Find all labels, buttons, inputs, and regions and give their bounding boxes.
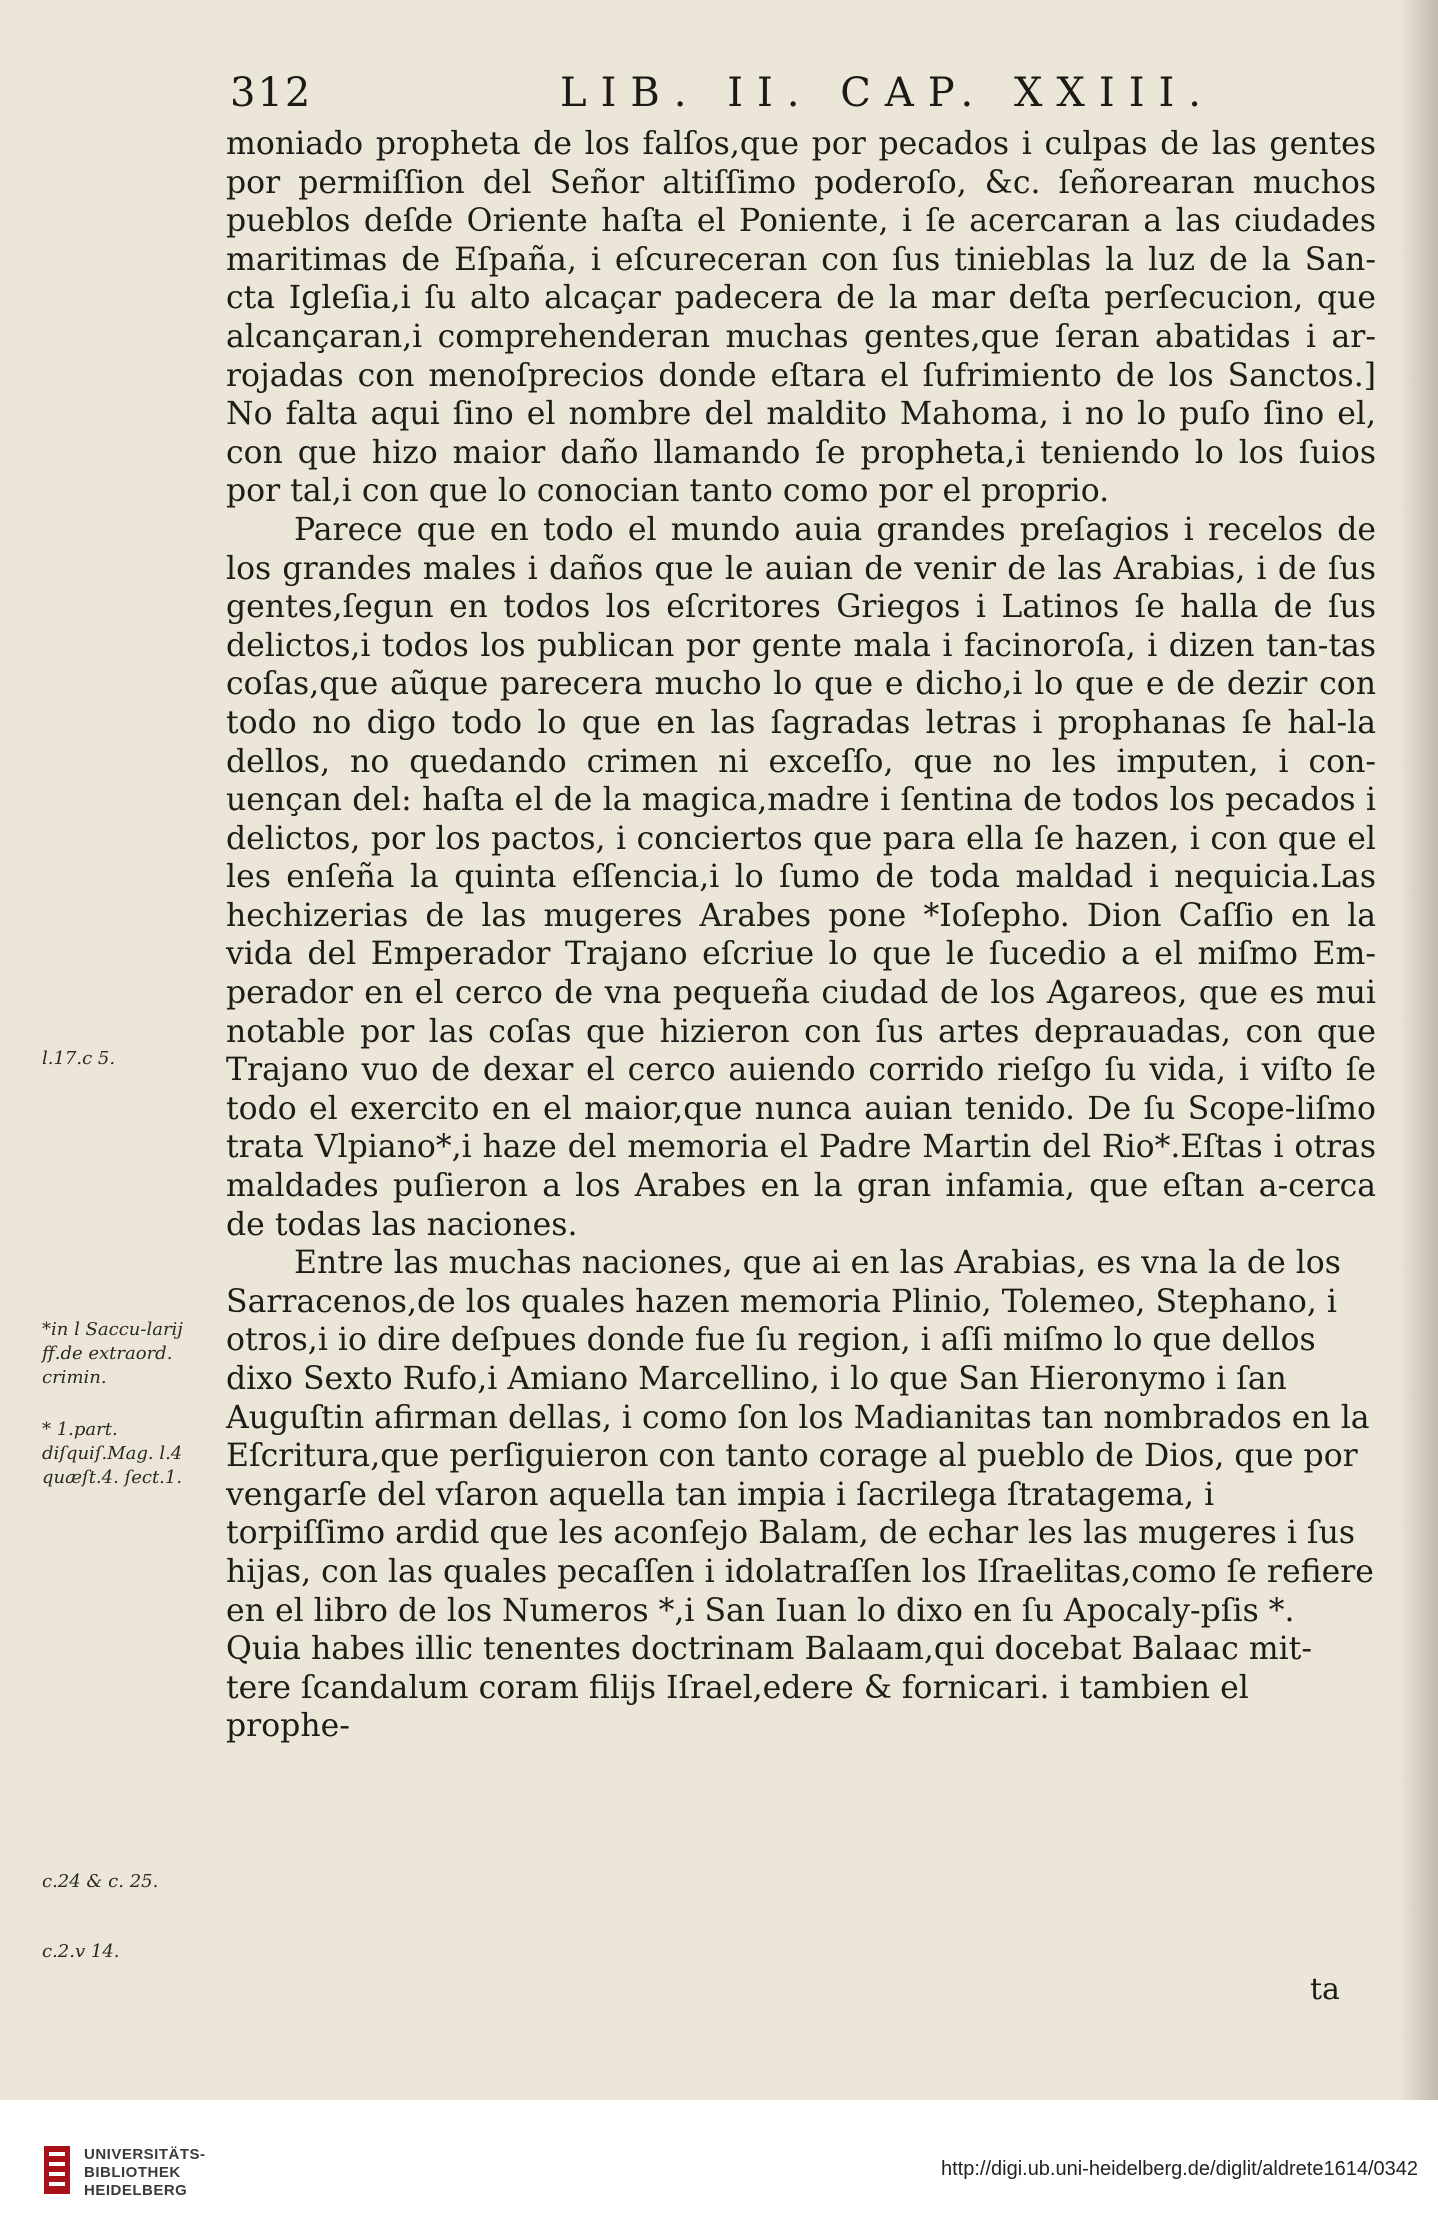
margin-note-2: *in l Saccu-larij ff.de extraord. crimin. [42, 1319, 183, 1388]
catchword: ta [1310, 1972, 1340, 2007]
library-name: UNIVERSITÄTS- BIBLIOTHEK HEIDELBERG [84, 2146, 206, 2199]
library-seal-icon [40, 2142, 74, 2198]
source-url-link[interactable]: http://digi.ub.uni-heidelberg.de/diglit/aldrete1614/0342 [940, 2158, 1418, 2180]
main-text [226, 125, 1376, 1746]
running-header [230, 70, 1378, 130]
running-title: LIB. II. CAP. XXIII. [560, 70, 1216, 116]
footer-bar [0, 2100, 1438, 2235]
page-number: 312 [230, 70, 313, 116]
paragraph-1: moniado propheta de los falſos,que por pecados i culpas de las gentes por permiſſion del Señor altiſſimo poderoſo, &c. ſeñorearan muchos pueblos deſde Oriente haſta el Poniente, i ſe acercaran a las ciudades maritimas de Eſpaña, i eſcureceran con ſus tinieblas la luz de la San-cta Igleſia,i ſu alto alcaçar padecera de la mar deſta perſecucion, que alcançaran,i comprehenderan muchas gentes,que ſeran abatidas i ar-rojadas con menoſprecios donde eſtara el ſufrimiento de los Sanctos.] No falta aqui ſino el nombre del maldito Mahoma, i no lo puſo ſino el, con que hizo maior daño llamando ſe propheta,i teniendo lo los ſuios por tal,i con que lo conocian tanto como por el proprio. [226, 126, 1376, 510]
margin-note-5: c.2.v 14. [42, 1941, 120, 1962]
margin-note-1: l.17.c 5. [42, 1048, 116, 1069]
margin-note-3: * 1.part. diſquiſ.Mag. l.4 quæſt.4. ſect.1. [42, 1419, 183, 1488]
margin-note-4: c.24 & c. 25. [42, 1871, 159, 1892]
paragraph-3: Entre las muchas naciones, que ai en las Arabias, es vna la de los Sarracenos,de los quales hazen memoria Plinio, Tolemeo, Stephano, i otros,i io dire deſpues donde fue ſu region, i aſſi miſmo lo que dellos dixo Sexto Rufo,i Amiano Marcellino, i lo que San Hieronymo i ſan Auguſtin afirman dellas, i como ſon los Madianitas tan nombrados en la Eſcritura,que perſiguieron con tanto corage al pueblo de Dios, que por vengarſe del vſaron aquella tan impia i ſacrilega ſtratagema, i torpiſſimo ardid que les aconſejo Balam, de echar les las mugeres i ſus hijas, con las quales pecaſſen i idolatraſſen los Iſraelitas,como ſe refiere en el libro de los Numeros *,i San Iuan lo dixo en ſu Apocaly-pſis *. Quia habes illic tenentes doctrinam Balaam,qui docebat Balaac mit-tere ſcandalum coram filijs Iſrael,edere & fornicari. i tambien el prophe- [226, 1245, 1374, 1745]
paragraph-2: Parece que en todo el mundo auia grandes preſagios i recelos de los grandes males i daños que le auian de venir de las Arabias, i de ſus gentes,ſegun en todos los eſcritores Griegos i Latinos ſe halla de ſus delictos,i todos los publican por gente mala i facinoroſa, i dizen tan-tas coſas,que aũque parecera mucho lo que e dicho,i lo que e de dezir con todo no digo todo lo que en las ſagradas letras i prophanas ſe hal-la dellos, no quedando crimen ni exceſſo, que no les imputen, i con-uençan del: haſta el de la magica,madre i ſentina de todos los pecados i delictos, por los pactos, i conciertos que para ella ſe hazen, i con que el les enſeña la quinta eſſencia,i lo ſumo de toda maldad i nequicia.Las hechizerias de las mugeres Arabes pone *Ioſepho. Dion Caſſio en la vida del Emperador Trajano eſcriue lo que le ſucedio a el miſmo Em-perador en el cerco de vna pequeña ciudad de los Agareos, que es mui notable por las coſas que hizieron con ſus artes deprauadas, con que Trajano vuo de dexar el cerco auiendo corrido rieſgo ſu vida, i viſto ſe todo el exercito en el maior,que nunca auian tenido. De ſu Scope-liſmo trata Vlpiano*,i haze del memoria el Padre Martin del Rio*.Eſtas i otras maldades puſieron a los Arabes en la gran infamia, que eſtan a-cerca de todas las naciones. [226, 511, 1376, 1243]
